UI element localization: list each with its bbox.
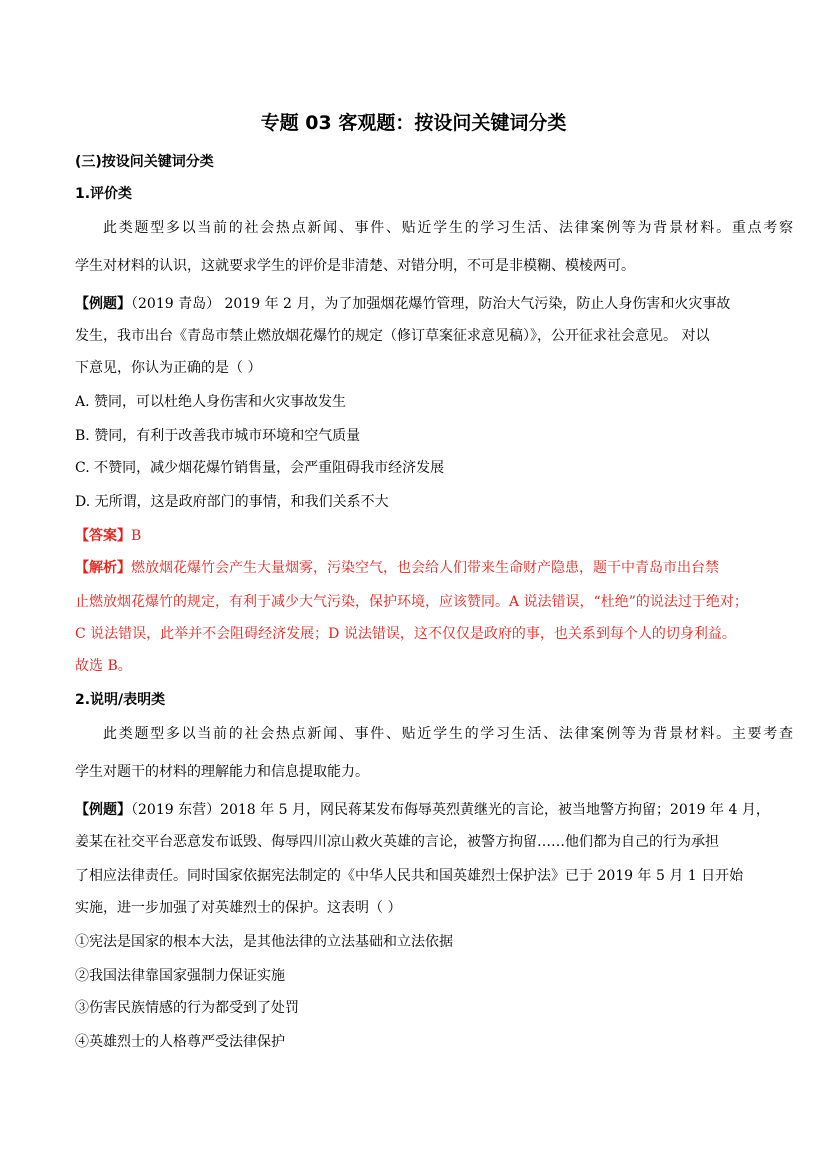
example-2-tag: 【例题】 — [75, 802, 131, 818]
explanation-intro-line-1: 此类题型多以当前的社会热点新闻、事件、贴近学生的学习生活、法律案例等为背景材料。主要考查 — [103, 726, 793, 742]
subsection-heading-explanation: 2.说明/表明类 — [75, 692, 166, 708]
example-2-line-2: 姜某在社交平台恶意发布诋毁、侮辱四川凉山救火英雄的言论，被警方拘留……他们都为自己的行为承担 — [75, 834, 719, 850]
example-2-line-3: 了相应法律责任。同时国家依据宪法制定的《中华人民共和国英雄烈士保护法》已于 2019 年 5 月 1 日开始 — [75, 868, 744, 884]
example-2-text-1: （2019 东营）2018 年 5 月，网民蒋某发布侮辱英烈黄继光的言论，被当地警方拘留；2019 年 4 月， — [131, 802, 770, 818]
evaluation-intro-line-1: 此类题型多以当前的社会热点新闻、事件、贴近学生的学习生活、法律案例等为背景材料。重点考察 — [103, 220, 793, 236]
example-1-line-2: 发生，我市出台《青岛市禁止燃放烟花爆竹的规定（修订草案征求意见稿）》，公开征求社会意见。 对以 — [75, 328, 710, 344]
example-1-line-3: 下意见，你认为正确的是（ ） — [75, 360, 262, 376]
explanation-intro-line-2: 学生对题干的材料的理解能力和信息提取能力。 — [75, 764, 369, 780]
example-1-text-1: （2019 青岛） 2019 年 2 月，为了加强烟花爆竹管理，防治大气污染，防止人身伤害和火灾事故 — [131, 296, 731, 312]
example-2-line-4: 实施，进一步加强了对英雄烈士的保护。这表明（ ） — [75, 900, 402, 916]
example-2-option-3: ③伤害民族情感的行为都受到了处罚 — [75, 1000, 299, 1016]
example-2-option-1: ①宪法是国家的根本大法，是其他法律的立法基础和立法依据 — [75, 934, 453, 950]
example-1-option-b: B. 赞同，有利于改善我市城市环境和空气质量 — [75, 428, 361, 444]
example-1-option-d: D. 无所谓，这是政府部门的事情，和我们关系不大 — [75, 494, 389, 510]
example-1-answer — [75, 526, 765, 546]
example-1-analysis-line-4: 故选 B。 — [75, 658, 132, 674]
document-title: 专题 03 客观题：按设问关键词分类 — [260, 112, 567, 134]
example-2-option-2: ②我国法律靠国家强制力保证实施 — [75, 968, 285, 984]
example-1-analysis-line-1 — [75, 558, 765, 578]
example-1-analysis-line-2: 止燃放烟花爆竹的规定，有利于减少大气污染，保护环境，应该赞同。A 说法错误，“杜绝”的说法过于绝对； — [75, 594, 748, 610]
example-1-line-1 — [75, 294, 765, 314]
section-heading: (三)按设问关键词分类 — [75, 154, 214, 170]
evaluation-intro-line-2: 学生对材料的认识，这就要求学生的评价是非清楚、对错分明，不可是非模糊、模棱两可。 — [75, 258, 635, 274]
example-1-option-c: C. 不赞同，减少烟花爆竹销售量，会严重阻碍我市经济发展 — [75, 460, 445, 476]
answer-value: B — [131, 528, 142, 544]
example-tag: 【例题】 — [75, 296, 131, 312]
answer-tag: 【答案】 — [75, 528, 131, 544]
example-1-option-a: A. 赞同，可以杜绝人身伤害和火灾事故发生 — [75, 394, 347, 410]
example-2-line-1 — [75, 800, 770, 820]
analysis-text-1: 燃放烟花爆竹会产生大量烟雾，污染空气，也会给人们带来生命财产隐患，题干中青岛市出台禁 — [131, 560, 719, 576]
subsection-heading-evaluation: 1.评价类 — [75, 186, 133, 202]
example-1-analysis-line-3: C 说法错误，此举并不会阻碍经济发展；D 说法错误，这不仅仅是政府的事，也关系到每个人的切身利益。 — [75, 626, 736, 642]
analysis-tag: 【解析】 — [75, 560, 131, 576]
example-2-option-4: ④英雄烈士的人格尊严受法律保护 — [75, 1034, 285, 1050]
